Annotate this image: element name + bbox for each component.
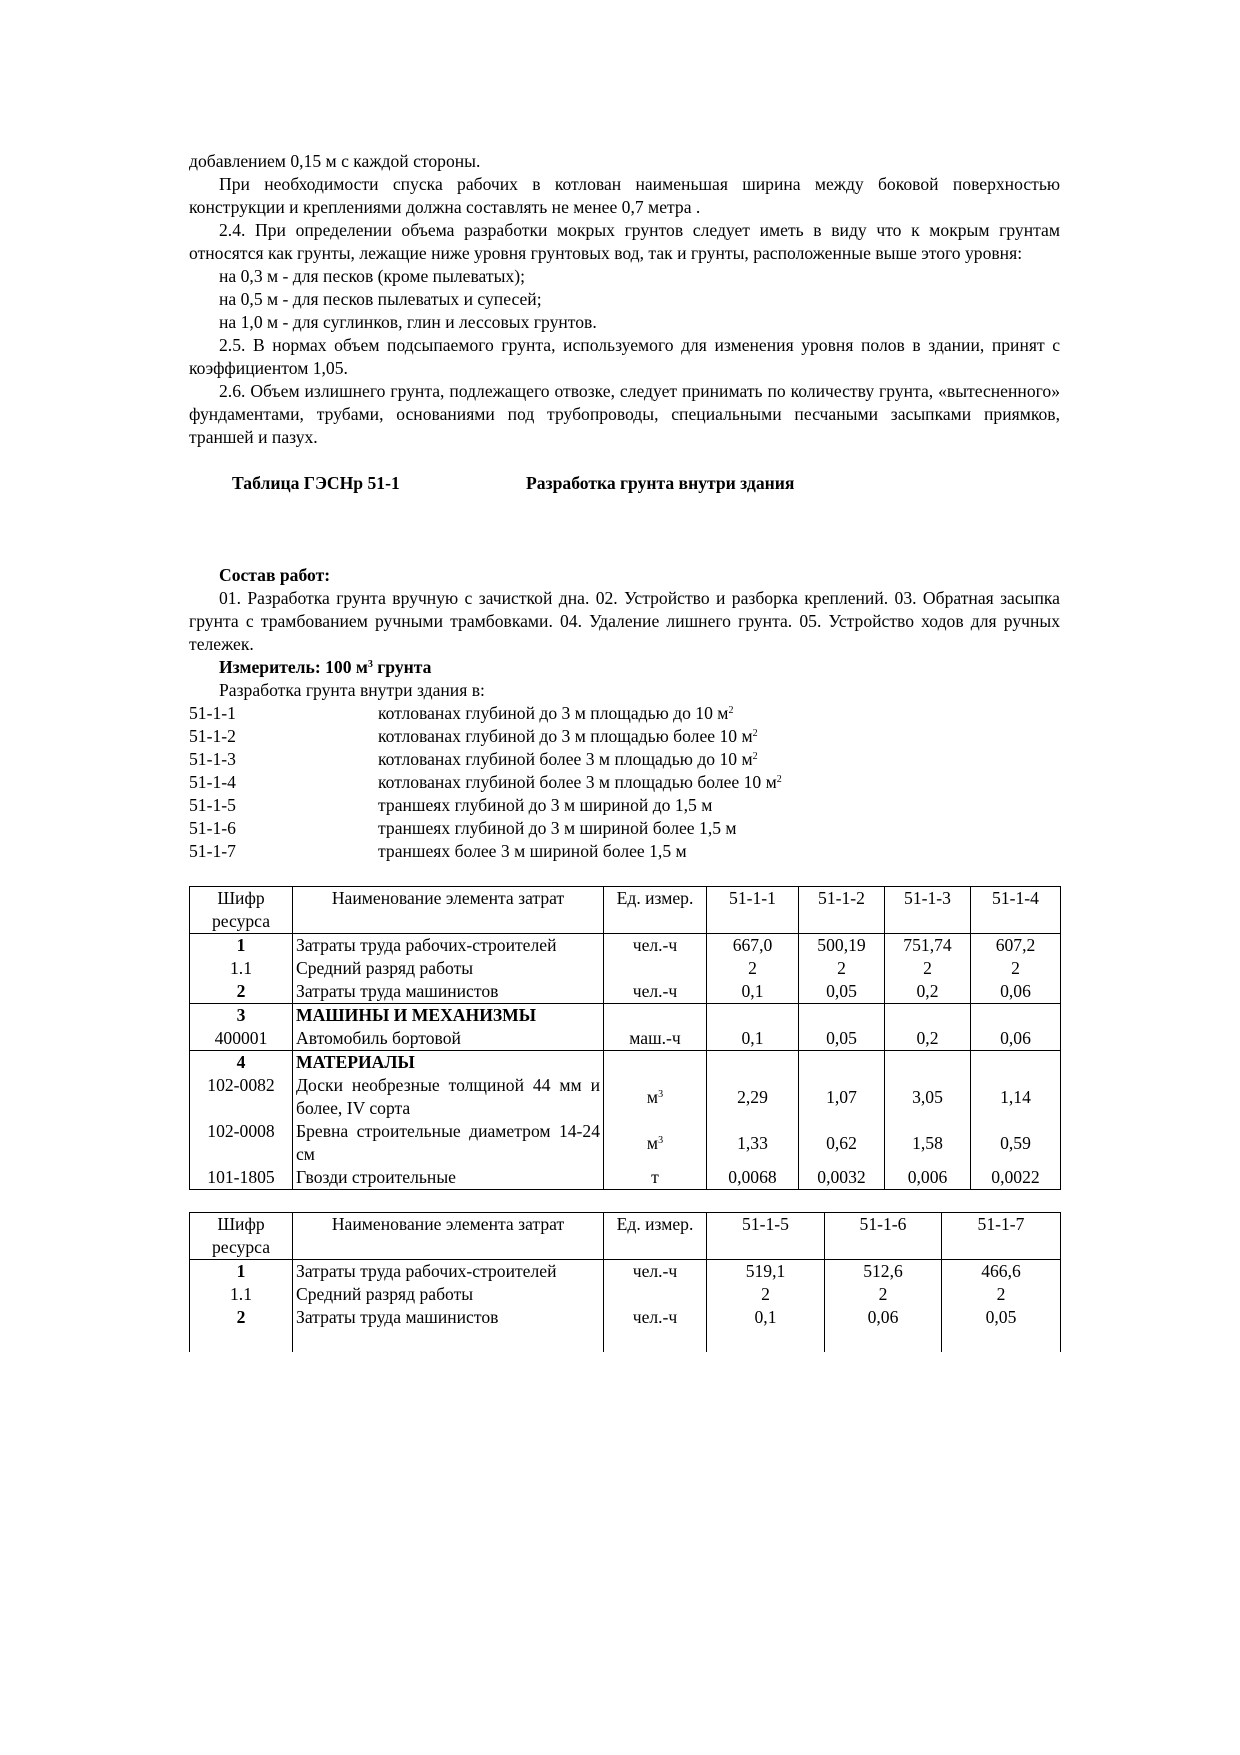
code-description: траншеях глубиной до 3 м шириной до 1,5 м (378, 795, 713, 815)
resource-name: Автомобиль бортовой (293, 1027, 604, 1051)
code-description: котлованах глубиной более 3 м площадью до 10 $м^2$ (378, 749, 758, 769)
code-description: котлованах глубиной до 3 м площадью до 10 $м^2$ (378, 703, 734, 723)
resource-name: Средний разряд работы (293, 957, 604, 980)
measure-line (189, 656, 1060, 679)
resource-value: 2 (885, 957, 971, 980)
code-description-sup: 2 (776, 774, 782, 785)
header-name: Наименование элемента затрат (293, 887, 604, 934)
resource-value: 3,05 (885, 1074, 971, 1120)
resource-name: МАШИНЫ И МЕХАНИЗМЫ (293, 1004, 604, 1028)
resource-code: 4 (190, 1051, 293, 1075)
header-norm-code: 51-1-6 (825, 1213, 942, 1260)
empty-cell (885, 1004, 971, 1028)
resource-unit: $м^3$ (604, 1120, 707, 1166)
code-description-sup: 2 (728, 705, 734, 716)
resource-name: Затраты труда машинистов (293, 1306, 604, 1329)
empty-cell (604, 1329, 707, 1352)
code-id: 51-1-6 (189, 818, 236, 838)
empty-cell (825, 1329, 942, 1352)
code-description-sup: 2 (752, 728, 758, 739)
empty-cell (799, 1004, 885, 1028)
resource-value: 0,05 (799, 980, 885, 1004)
header-unit: Ед. измер. (604, 1213, 707, 1260)
resource-name: Бревна строительные диаметром 14-24 см (293, 1120, 604, 1166)
resource-unit: $м^3$ (604, 1074, 707, 1120)
intro-paragraph-2-5: 2.5. В нормах объем подсыпаемого грунта, используемого для изменения уровня полов в здании, принят с коэффициентом 1,05. (189, 335, 1060, 378)
code-id: 51-1-2 (189, 726, 236, 746)
resource-table-2 (189, 1212, 1061, 1352)
unit-sup: 3 (658, 1088, 664, 1100)
code-row (189, 725, 1060, 748)
resource-value: 2 (942, 1283, 1061, 1306)
resource-name: Доски необрезные толщиной 44 мм и более, IV сорта (293, 1074, 604, 1120)
resource-code: 1 (190, 1260, 293, 1284)
empty-cell (604, 1051, 707, 1075)
resource-table-1 (189, 886, 1061, 1190)
resource-value: 0,0032 (799, 1166, 885, 1190)
resource-value: 1,33 (707, 1120, 799, 1166)
table-header-row (190, 887, 1061, 934)
resource-value: 466,6 (942, 1260, 1061, 1284)
code-id: 51-1-3 (189, 749, 236, 769)
table-row (190, 957, 1061, 980)
resource-value: 2,29 (707, 1074, 799, 1120)
resource-value: 0,1 (707, 1306, 825, 1329)
header-name: Наименование элемента затрат (293, 1213, 604, 1260)
resource-code: 102-0008 (190, 1120, 293, 1166)
empty-cell (293, 1329, 604, 1352)
resource-value: 607,2 (971, 934, 1061, 958)
code-id: 51-1-7 (189, 841, 236, 861)
empty-cell (885, 1051, 971, 1075)
header-code: Шифр ресурса (190, 887, 293, 934)
resource-value: 0,0068 (707, 1166, 799, 1190)
table-row (190, 1260, 1061, 1284)
resource-value: 0,05 (942, 1306, 1061, 1329)
resource-code: 101-1805 (190, 1166, 293, 1190)
code-id: 51-1-4 (189, 772, 236, 792)
intro-paragraph-2-6: 2.6. Объем излишнего грунта, подлежащего отвозке, следует принимать по количеству грунта, «вытесненного» фундаментами, трубами, основаниями под трубопроводы, специальными песчаными засыпками приямков, траншей и пазух. (189, 381, 1060, 447)
table-title-name: Разработка грунта внутри здания (526, 473, 795, 493)
header-code: Шифр ресурса (190, 1213, 293, 1260)
code-row (189, 771, 1060, 794)
resource-unit: чел.-ч (604, 1306, 707, 1329)
resource-unit: маш.-ч (604, 1027, 707, 1051)
resource-code: 2 (190, 1306, 293, 1329)
resource-code: 1.1 (190, 1283, 293, 1306)
resource-value: 1,58 (885, 1120, 971, 1166)
code-row (189, 702, 1060, 725)
table-row (190, 1120, 1061, 1166)
empty-cell (799, 1051, 885, 1075)
resource-unit: чел.-ч (604, 1260, 707, 1284)
resource-unit: чел.-ч (604, 934, 707, 958)
measure-sup: 3 (367, 659, 373, 670)
header-norm-code: 51-1-4 (971, 887, 1061, 934)
table-header-row (190, 1213, 1061, 1260)
empty-cell (971, 1051, 1061, 1075)
resource-code: 102-0082 (190, 1074, 293, 1120)
code-description: траншеях глубиной до 3 м шириной более 1,5 м (378, 818, 737, 838)
table-row (190, 934, 1061, 958)
resource-name: Затраты труда рабочих-строителей (293, 934, 604, 958)
table-section-row (190, 1004, 1061, 1028)
empty-cell (942, 1329, 1061, 1352)
code-description: траншеях более 3 м шириной более 1,5 м (378, 841, 687, 861)
code-id: 51-1-1 (189, 703, 236, 723)
resource-value: 0,59 (971, 1120, 1061, 1166)
table-row (190, 1074, 1061, 1120)
unit-sup: 3 (658, 1134, 664, 1146)
table-title-code: Таблица ГЭСНр 51-1 (232, 473, 400, 493)
header-norm-code: 51-1-3 (885, 887, 971, 934)
resource-value: 0,006 (885, 1166, 971, 1190)
code-row (189, 817, 1060, 840)
table-row (190, 1283, 1061, 1306)
empty-cell (707, 1051, 799, 1075)
resource-value: 500,19 (799, 934, 885, 958)
resource-name: Затраты труда рабочих-строителей (293, 1260, 604, 1284)
header-norm-code: 51-1-7 (942, 1213, 1061, 1260)
table-section-row (190, 1051, 1061, 1075)
intro-item-loam: на 1,0 м - для суглинков, глин и лессовых грунтов. (219, 312, 597, 332)
header-norm-code: 51-1-2 (799, 887, 885, 934)
resource-value: 0,1 (707, 1027, 799, 1051)
intro-item-silty-sand: на 0,5 м - для песков пылеватых и супесей; (219, 289, 542, 309)
resource-value: 512,6 (825, 1260, 942, 1284)
header-unit: Ед. измер. (604, 887, 707, 934)
code-description-sup: 2 (752, 751, 758, 762)
resource-value: 751,74 (885, 934, 971, 958)
table-title (189, 472, 1060, 495)
intro-item-sand: на 0,3 м - для песков (кроме пылеватых); (219, 266, 525, 286)
measure-tail: грунта (372, 657, 432, 677)
empty-cell (190, 1329, 293, 1352)
resource-unit (604, 1283, 707, 1306)
resource-name: Средний разряд работы (293, 1283, 604, 1306)
resource-value: 519,1 (707, 1260, 825, 1284)
spacer-row (190, 1329, 1061, 1352)
resource-value: 1,14 (971, 1074, 1061, 1120)
works-intro-line: Разработка грунта внутри здания в: (219, 680, 485, 700)
code-row (189, 840, 1060, 863)
resource-code: 1 (190, 934, 293, 958)
resource-value: 2 (707, 957, 799, 980)
resource-value: 667,0 (707, 934, 799, 958)
resource-value: 0,06 (971, 1027, 1061, 1051)
resource-value: 0,1 (707, 980, 799, 1004)
table-row (190, 1166, 1061, 1190)
header-norm-code: 51-1-1 (707, 887, 799, 934)
intro-line-1: добавлением 0,15 м с каждой стороны. (189, 151, 481, 171)
resource-code: 400001 (190, 1027, 293, 1051)
resource-unit: т (604, 1166, 707, 1190)
measure-label: Измеритель: 100 м (219, 657, 368, 677)
resource-code: 2 (190, 980, 293, 1004)
code-list (189, 702, 1060, 863)
document-page (189, 150, 1060, 1352)
code-row (189, 794, 1060, 817)
code-row (189, 748, 1060, 771)
empty-cell (707, 1004, 799, 1028)
empty-cell (604, 1004, 707, 1028)
resource-value: 2 (971, 957, 1061, 980)
resource-name: Гвозди строительные (293, 1166, 604, 1190)
intro-paragraph-3: 2.4. При определении объема разработки мокрых грунтов следует иметь в виду что к мокрым грунтам относятся как грунты, лежащие ниже уровня грунтовых вод, так и грунты, расположенные выше этого уровня: (189, 220, 1060, 263)
intro-paragraph-2: При необходимости спуска рабочих в котлован наименьшая ширина между боковой поверхностью конструкции и креплениями должна составлять не менее 0,7 метра . (189, 174, 1060, 217)
resource-unit (604, 957, 707, 980)
resource-value: 0,0022 (971, 1166, 1061, 1190)
code-description: котлованах глубиной до 3 м площадью более 10 $м^2$ (378, 726, 758, 746)
empty-cell (971, 1004, 1061, 1028)
resource-value: 0,2 (885, 980, 971, 1004)
header-norm-code: 51-1-5 (707, 1213, 825, 1260)
resource-name: Затраты труда машинистов (293, 980, 604, 1004)
resource-value: 2 (825, 1283, 942, 1306)
resource-code: 3 (190, 1004, 293, 1028)
resource-value: 0,05 (799, 1027, 885, 1051)
works-heading: Состав работ: (219, 565, 331, 585)
table-row (190, 1306, 1061, 1329)
resource-value: 2 (707, 1283, 825, 1306)
resource-value: 0,06 (971, 980, 1061, 1004)
empty-cell (707, 1329, 825, 1352)
resource-value: 0,2 (885, 1027, 971, 1051)
resource-value: 0,62 (799, 1120, 885, 1166)
code-description: котлованах глубиной более 3 м площадью более 10 $м^2$ (378, 772, 782, 792)
code-id: 51-1-5 (189, 795, 236, 815)
resource-value: 1,07 (799, 1074, 885, 1120)
resource-unit: чел.-ч (604, 980, 707, 1004)
table-row (190, 1027, 1061, 1051)
resource-name: МАТЕРИАЛЫ (293, 1051, 604, 1075)
resource-value: 2 (799, 957, 885, 980)
resource-code: 1.1 (190, 957, 293, 980)
resource-value: 0,06 (825, 1306, 942, 1329)
works-text: 01. Разработка грунта вручную с зачисткой дна. 02. Устройство и разборка креплений. 03. Обратная засыпка грунта с трамбованием ручными трамбовками. 04. Удаление лишнего грунта. 05. Устройство ходов для ручных тележек. (189, 588, 1060, 654)
table-row (190, 980, 1061, 1004)
